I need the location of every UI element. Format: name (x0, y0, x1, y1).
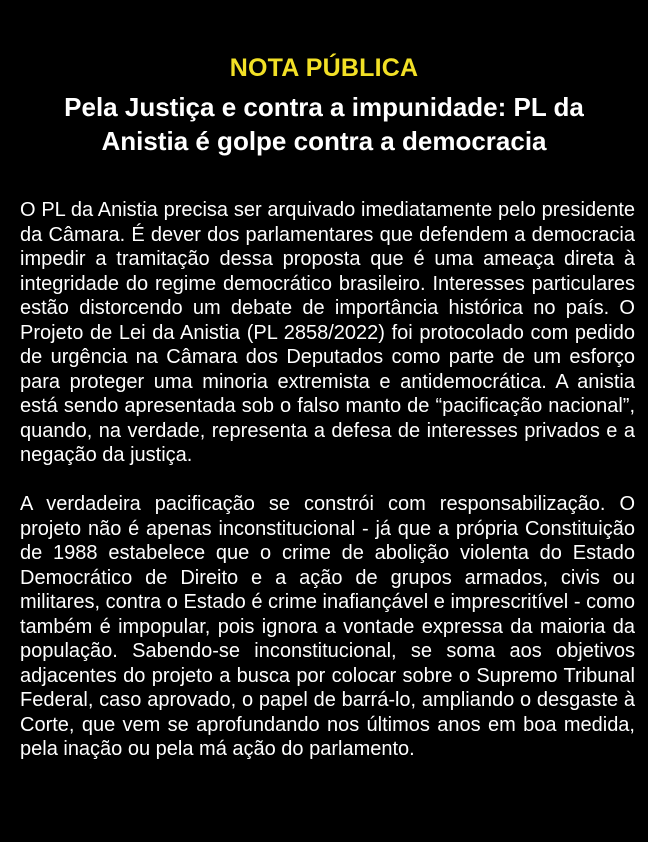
note-kicker: NOTA PÚBLICA (229, 54, 419, 82)
body-paragraph-1: O PL da Anistia precisa ser arquivado imediatamente pelo presidente da Câmara. É dever dos parlamentares que defendem a democracia impedir a tramitação dessa proposta que é uma ameaça direta à integridade do regime democrático brasileiro. Interesses particulares estão distorcendo um debate de importância histórica no país. O Projeto de Lei da Anistia (PL 2858/2022) foi protocolado com pedido de urgência na Câmara dos Deputados como parte de um esforço para proteger uma minoria extremista e antidemocrática. A anistia está sendo apresentada sob o falso manto de “pacificação nacional”, quando, na verdade, representa a defesa de interesses privados e a negação da justiça. (20, 199, 635, 466)
note-headline: Pela Justiça e contra a impunidade: PL da Anistia é golpe contra a democracia (64, 92, 584, 156)
note-body (20, 198, 635, 762)
body-paragraph-2: A verdadeira pacificação se constrói com responsabilização. O projeto não é apenas inconstitucional - já que a própria Constituição de 1988 estabelece que o crime de abolição violenta do Estado Democrático de Direito e a ação de grupos armados, civis ou militares, contra o Estado é crime inafiançável e imprescritível - como também é impopular, pois ignora a vontade expressa da maioria da população. Sabendo-se inconstitucional, se soma aos objetivos adjacentes do projeto a busca por colocar sobre o Supremo Tribunal Federal, caso aprovado, o papel de barrá-lo, ampliando o desgaste à Corte, que vem se aprofundando nos últimos anos em boa medida, pela inação ou pela má ação do parlamento. (20, 493, 635, 760)
